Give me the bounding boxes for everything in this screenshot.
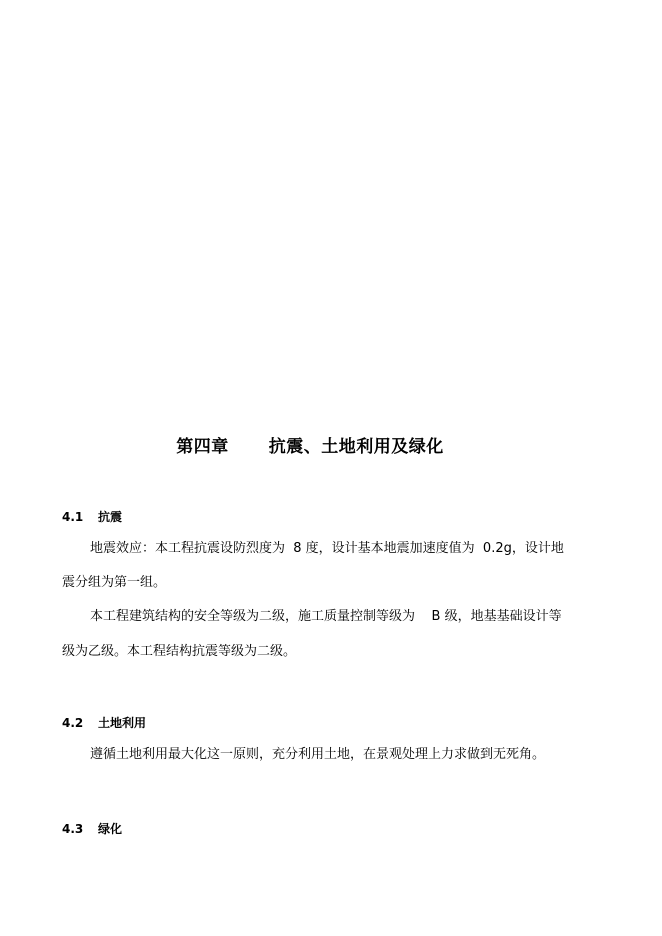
section-title: 土地利用 [98, 716, 147, 730]
section-number: 4.3 [62, 822, 84, 836]
section-number: 4.2 [62, 716, 84, 730]
paragraph-line: 遵循土地利用最大化这一原则，充分利用土地，在景观处理上力求做到无死角。 [90, 747, 546, 762]
section-heading-4-2 [62, 714, 146, 731]
paragraph-line: 地震效应：本工程抗震设防烈度为 8 度，设计基本地震加速度值为 0.2g，设计地 [90, 541, 564, 556]
section-title: 抗震 [98, 510, 123, 524]
section-heading-4-3 [62, 820, 122, 837]
chapter-number: 第四章 [176, 437, 229, 457]
paragraph-line: 本工程建筑结构的安全等级为二级，施工质量控制等级为 B 级，地基基础设计等 [90, 609, 562, 624]
chapter-title [0, 432, 620, 457]
section-heading-4-1 [62, 508, 122, 525]
paragraph-line: 级为乙级。本工程结构抗震等级为二级。 [62, 644, 297, 659]
section-title: 绿化 [98, 822, 123, 836]
paragraph-line: 震分组为第一组。 [62, 575, 167, 590]
section-number: 4.1 [62, 510, 84, 524]
chapter-name: 抗震、土地利用及绿化 [268, 437, 444, 457]
